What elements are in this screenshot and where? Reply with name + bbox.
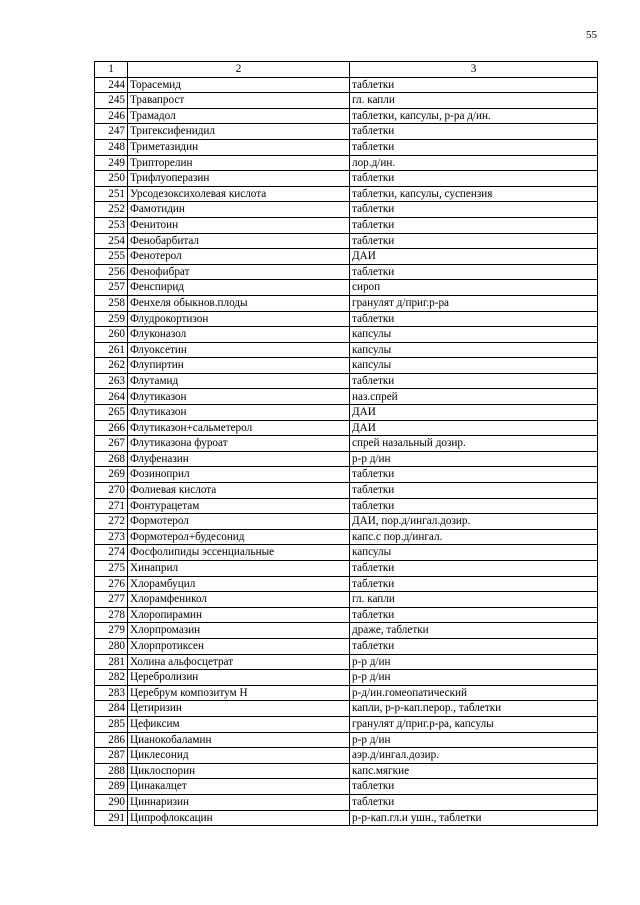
drug-name: Ципрофлоксацин	[128, 810, 350, 826]
table-row	[95, 561, 598, 577]
dosage-form: таблетки	[350, 217, 598, 233]
drug-name: Цинакалцет	[128, 779, 350, 795]
row-number: 265	[95, 405, 128, 421]
row-number: 275	[95, 561, 128, 577]
table-row	[95, 514, 598, 530]
dosage-form: капсулы	[350, 358, 598, 374]
row-number: 249	[95, 155, 128, 171]
dosage-form: таблетки	[350, 794, 598, 810]
row-number: 258	[95, 295, 128, 311]
row-number: 250	[95, 171, 128, 187]
row-number: 278	[95, 607, 128, 623]
dosage-form: капс.с пор.д/ингал.	[350, 529, 598, 545]
table-row	[95, 295, 598, 311]
table-row	[95, 436, 598, 452]
dosage-form: р-р д/ин	[350, 670, 598, 686]
table-row	[95, 779, 598, 795]
table-row	[95, 607, 598, 623]
row-number: 248	[95, 139, 128, 155]
table-row	[95, 623, 598, 639]
dosage-form: капли, р-р-кап.перор., таблетки	[350, 701, 598, 717]
dosage-form: капс.мягкие	[350, 763, 598, 779]
table-row	[95, 670, 598, 686]
drug-name: Хлорамфеникол	[128, 592, 350, 608]
dosage-form: гранулят д/приг.р-ра, капсулы	[350, 716, 598, 732]
table-row	[95, 748, 598, 764]
drug-name: Флутиказон	[128, 405, 350, 421]
row-number: 283	[95, 685, 128, 701]
row-number: 269	[95, 467, 128, 483]
row-number: 262	[95, 358, 128, 374]
dosage-form: р-д/ин.гомеопатический	[350, 685, 598, 701]
table-row	[95, 373, 598, 389]
dosage-form: капсулы	[350, 342, 598, 358]
table-row	[95, 93, 598, 109]
row-number: 285	[95, 716, 128, 732]
row-number: 274	[95, 545, 128, 561]
dosage-form: таблетки	[350, 171, 598, 187]
drug-name: Флутиказон	[128, 389, 350, 405]
table-row	[95, 327, 598, 343]
table-row	[95, 202, 598, 218]
drug-name: Хлорпротиксен	[128, 638, 350, 654]
drug-name: Триметазидин	[128, 139, 350, 155]
dosage-form: таблетки, капсулы, р-ра д/ин.	[350, 108, 598, 124]
table-row	[95, 701, 598, 717]
table-row	[95, 171, 598, 187]
drug-name: Церебролизин	[128, 670, 350, 686]
table-row	[95, 467, 598, 483]
row-number: 284	[95, 701, 128, 717]
row-number: 286	[95, 732, 128, 748]
drug-name: Хлорамбуцил	[128, 576, 350, 592]
dosage-form: сироп	[350, 280, 598, 296]
drug-name: Фенспирид	[128, 280, 350, 296]
row-number: 271	[95, 498, 128, 514]
drug-name: Фолиевая кислота	[128, 483, 350, 499]
row-number: 288	[95, 763, 128, 779]
table-row	[95, 716, 598, 732]
drug-name: Фамотидин	[128, 202, 350, 218]
row-number: 267	[95, 436, 128, 452]
row-number: 273	[95, 529, 128, 545]
drug-name: Флуоксетин	[128, 342, 350, 358]
drug-name: Хлоропирамин	[128, 607, 350, 623]
table-row	[95, 217, 598, 233]
row-number: 255	[95, 249, 128, 265]
drug-name: Флутиказон+сальметерол	[128, 420, 350, 436]
dosage-form: таблетки	[350, 139, 598, 155]
table-row	[95, 732, 598, 748]
dosage-form: гл. капли	[350, 93, 598, 109]
row-number: 287	[95, 748, 128, 764]
drug-name: Тригексифенидил	[128, 124, 350, 140]
dosage-form: таблетки	[350, 467, 598, 483]
drug-name: Трамадол	[128, 108, 350, 124]
table-row	[95, 405, 598, 421]
table-row	[95, 794, 598, 810]
table-header-row	[95, 62, 598, 78]
dosage-form: таблетки	[350, 498, 598, 514]
dosage-form: таблетки	[350, 77, 598, 93]
drug-name: Хлорпромазин	[128, 623, 350, 639]
dosage-form: р-р д/ин	[350, 732, 598, 748]
drug-name: Циклесонид	[128, 748, 350, 764]
table-row	[95, 280, 598, 296]
table-row	[95, 576, 598, 592]
dosage-form: таблетки	[350, 233, 598, 249]
table-row	[95, 638, 598, 654]
row-number: 253	[95, 217, 128, 233]
drug-name: Урсодезоксихолевая кислота	[128, 186, 350, 202]
row-number: 276	[95, 576, 128, 592]
dosage-form: драже, таблетки	[350, 623, 598, 639]
table-row	[95, 358, 598, 374]
row-number: 259	[95, 311, 128, 327]
table-row	[95, 763, 598, 779]
row-number: 264	[95, 389, 128, 405]
drug-name: Церебрум композитум Н	[128, 685, 350, 701]
drug-name: Циклоспорин	[128, 763, 350, 779]
dosage-form: наз.спрей	[350, 389, 598, 405]
drug-name: Флудрокортизон	[128, 311, 350, 327]
row-number: 257	[95, 280, 128, 296]
table-row	[95, 249, 598, 265]
row-number: 289	[95, 779, 128, 795]
row-number: 245	[95, 93, 128, 109]
row-number: 281	[95, 654, 128, 670]
dosage-form: аэр.д/ингал.дозир.	[350, 748, 598, 764]
dosage-form: таблетки	[350, 202, 598, 218]
drug-name: Формотерол+будесонид	[128, 529, 350, 545]
drug-name: Трипторелин	[128, 155, 350, 171]
drug-name: Фонтурацетам	[128, 498, 350, 514]
table-row	[95, 139, 598, 155]
dosage-form: таблетки	[350, 779, 598, 795]
table-row	[95, 654, 598, 670]
row-number: 246	[95, 108, 128, 124]
drug-name: Флуконазол	[128, 327, 350, 343]
table-row	[95, 77, 598, 93]
drug-name: Фозиноприл	[128, 467, 350, 483]
drug-name: Холина альфосцетрат	[128, 654, 350, 670]
row-number: 277	[95, 592, 128, 608]
dosage-form: таблетки	[350, 264, 598, 280]
drug-name: Флутиказона фуроат	[128, 436, 350, 452]
row-number: 261	[95, 342, 128, 358]
dosage-form: капсулы	[350, 545, 598, 561]
dosage-form: ДАИ	[350, 405, 598, 421]
drug-name: Фенотерол	[128, 249, 350, 265]
drug-table	[94, 61, 598, 826]
dosage-form: таблетки	[350, 311, 598, 327]
drug-name: Фенобарбитал	[128, 233, 350, 249]
row-number: 254	[95, 233, 128, 249]
table-row	[95, 264, 598, 280]
drug-name: Трифлуоперазин	[128, 171, 350, 187]
row-number: 252	[95, 202, 128, 218]
row-number: 270	[95, 483, 128, 499]
table-row	[95, 389, 598, 405]
row-number: 282	[95, 670, 128, 686]
row-number: 272	[95, 514, 128, 530]
table-row	[95, 685, 598, 701]
dosage-form: капсулы	[350, 327, 598, 343]
dosage-form: ДАИ, пор.д/ингал.дозир.	[350, 514, 598, 530]
dosage-form: таблетки, капсулы, суспензия	[350, 186, 598, 202]
dosage-form: таблетки	[350, 124, 598, 140]
table-row	[95, 186, 598, 202]
table-row	[95, 545, 598, 561]
drug-name: Флупиртин	[128, 358, 350, 374]
drug-name: Цетиризин	[128, 701, 350, 717]
table-row	[95, 108, 598, 124]
dosage-form: лор.д/ин.	[350, 155, 598, 171]
dosage-form: таблетки	[350, 561, 598, 577]
drug-name: Фенофибрат	[128, 264, 350, 280]
dosage-form: ДАИ	[350, 420, 598, 436]
table-row	[95, 311, 598, 327]
row-number: 279	[95, 623, 128, 639]
dosage-form: спрей назальный дозир.	[350, 436, 598, 452]
dosage-form: таблетки	[350, 483, 598, 499]
row-number: 266	[95, 420, 128, 436]
drug-name: Формотерол	[128, 514, 350, 530]
row-number: 260	[95, 327, 128, 343]
dosage-form: гл. капли	[350, 592, 598, 608]
table-row	[95, 233, 598, 249]
drug-name: Цианокобаламин	[128, 732, 350, 748]
row-number: 244	[95, 77, 128, 93]
drug-name: Фенитоин	[128, 217, 350, 233]
table-row	[95, 592, 598, 608]
table-row	[95, 529, 598, 545]
row-number: 263	[95, 373, 128, 389]
row-number: 280	[95, 638, 128, 654]
row-number: 290	[95, 794, 128, 810]
drug-name: Фосфолипиды эссенциальные	[128, 545, 350, 561]
drug-name: Цефиксим	[128, 716, 350, 732]
dosage-form: р-р д/ин	[350, 654, 598, 670]
table-row	[95, 810, 598, 826]
dosage-form: таблетки	[350, 373, 598, 389]
table-row	[95, 124, 598, 140]
drug-name: Фенхеля обыкнов.плоды	[128, 295, 350, 311]
dosage-form: р-р-кап.гл.и ушн., таблетки	[350, 810, 598, 826]
table-row	[95, 420, 598, 436]
table-row	[95, 155, 598, 171]
dosage-form: таблетки	[350, 576, 598, 592]
row-number: 256	[95, 264, 128, 280]
drug-name: Хинаприл	[128, 561, 350, 577]
drug-name: Флутамид	[128, 373, 350, 389]
table-row	[95, 498, 598, 514]
table-row	[95, 483, 598, 499]
column-header-form: 3	[350, 62, 598, 78]
page-number: 55	[586, 29, 597, 41]
dosage-form: р-р д/ин	[350, 451, 598, 467]
dosage-form: ДАИ	[350, 249, 598, 265]
dosage-form: гранулят д/приг.р-ра	[350, 295, 598, 311]
table-row	[95, 451, 598, 467]
row-number: 268	[95, 451, 128, 467]
drug-name: Торасемид	[128, 77, 350, 93]
dosage-form: таблетки	[350, 607, 598, 623]
drug-name: Травапрост	[128, 93, 350, 109]
column-header-name: 2	[128, 62, 350, 78]
row-number: 247	[95, 124, 128, 140]
row-number: 291	[95, 810, 128, 826]
drug-name: Флуфеназин	[128, 451, 350, 467]
drug-name: Циннаризин	[128, 794, 350, 810]
row-number: 251	[95, 186, 128, 202]
column-header-number: 1	[95, 62, 128, 78]
dosage-form: таблетки	[350, 638, 598, 654]
table-row	[95, 342, 598, 358]
